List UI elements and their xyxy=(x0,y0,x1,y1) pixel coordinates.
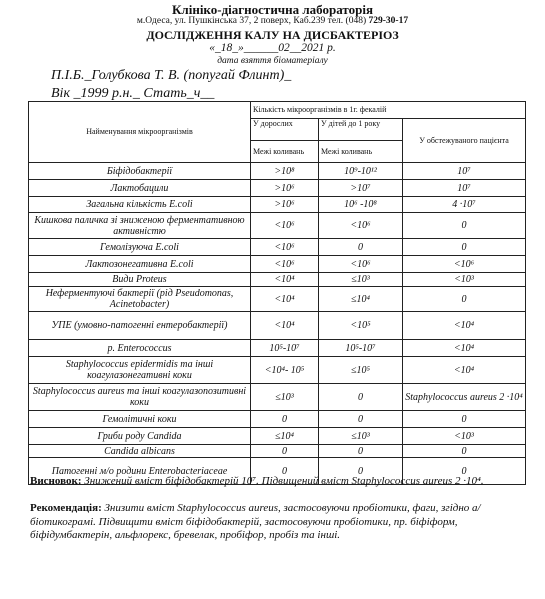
organism-name: Біфідобактерії xyxy=(29,163,251,180)
child-norm: ≤10³ xyxy=(319,273,403,287)
patient-result: 0 xyxy=(403,445,526,458)
patient-age-sex: Вік _1999 р.н._ Стать_ч__ xyxy=(51,86,215,101)
table-row xyxy=(29,256,526,273)
adult-norm: <10⁴- 10⁵ xyxy=(251,357,319,384)
header-adults-limits: Межі коливань xyxy=(251,141,319,163)
child-norm: 0 xyxy=(319,384,403,411)
header-patient: У обстежуваного пацієнта xyxy=(403,119,526,163)
adult-norm: >10⁶ xyxy=(251,197,319,213)
organism-name: Кишкова паличка зі зниженою ферментативною активністю xyxy=(29,213,251,239)
conclusion-text: Знижений вміст біфідобактерій 10⁷. Підвищений вміст Staphylococcus aureus 2 ·10⁴. xyxy=(84,475,484,487)
header-children: У дітей до 1 року xyxy=(319,119,403,141)
adult-norm: <10⁴ xyxy=(251,273,319,287)
organism-name: Гриби роду Candida xyxy=(29,428,251,445)
child-norm: 0 xyxy=(319,239,403,256)
address-text: м.Одеса, ул. Пушкінська 37, 2 поверх, Каб.239 тел. (048) xyxy=(136,16,367,26)
child-norm: <10⁵ xyxy=(319,312,403,340)
patient-result: <10⁴ xyxy=(403,340,526,357)
table-row xyxy=(29,312,526,340)
patient-name: П.І.Б._Голубкова Т. В. (попугай Флинт)_ xyxy=(51,68,292,83)
table-row xyxy=(29,180,526,197)
adult-norm: <10⁶ xyxy=(251,239,319,256)
organism-name: Види Proteus xyxy=(29,273,251,287)
patient-result: 0 xyxy=(403,458,526,485)
conclusion xyxy=(30,475,530,489)
child-norm: ≤10⁵ xyxy=(319,357,403,384)
conclusion-label: Висновок: xyxy=(30,475,82,487)
table-row xyxy=(29,411,526,428)
adult-norm: 0 xyxy=(251,445,319,458)
lab-address xyxy=(0,16,545,26)
results-table xyxy=(28,101,526,485)
organism-name: Лактобацили xyxy=(29,180,251,197)
header-count-group: Кількість мікроорганізмів в 1г. фекалій xyxy=(251,102,526,119)
patient-result: <10⁶ xyxy=(403,256,526,273)
child-norm: 10⁶ -10⁸ xyxy=(319,197,403,213)
sample-date: «_18_»______02__2021 р. xyxy=(209,42,336,54)
organism-name: Патогенні м/о родини Enterobacteriaceae xyxy=(29,458,251,485)
adult-norm: 0 xyxy=(251,458,319,485)
table-row xyxy=(29,213,526,239)
child-norm: 0 xyxy=(319,445,403,458)
organism-name: Staphylococcus epidermidis та інші коагулазонегативні коки xyxy=(29,357,251,384)
patient-result: 0 xyxy=(403,411,526,428)
adult-norm: ≤10³ xyxy=(251,384,319,411)
recommendation-text: Знизити вміст Staphylococcus aureus, застосовуючи пробіотики, фаги, згідно а/біотикограмі. Підвищити вміст біфідобактерій, застосовуючи пробіотики, пр. біфіформ, біфідумбактерін, альфлорекс, бревелак, пробіфор, пробіз та інші. xyxy=(30,502,481,541)
child-norm: <10⁶ xyxy=(319,256,403,273)
adult-norm: >10⁶ xyxy=(251,180,319,197)
patient-result: 0 xyxy=(403,213,526,239)
patient-result: <10⁴ xyxy=(403,357,526,384)
table-row xyxy=(29,273,526,287)
child-norm: ≤10³ xyxy=(319,428,403,445)
adult-norm: <10⁴ xyxy=(251,312,319,340)
patient-result: <10³ xyxy=(403,428,526,445)
patient-result: 4 ·10⁷ xyxy=(403,197,526,213)
document-title: ДОСЛІДЖЕННЯ КАЛУ НА ДИСБАКТЕРІОЗ xyxy=(146,28,399,42)
patient-result: Staphylococcus aureus 2 ·10⁴ xyxy=(403,384,526,411)
organism-name: Лактозонегативна E.coli xyxy=(29,256,251,273)
lab-name: Клініко-діагностична лабораторія xyxy=(172,2,373,17)
table-row xyxy=(29,384,526,411)
header-children-limits: Межі коливань xyxy=(319,141,403,163)
child-norm: 0 xyxy=(319,458,403,485)
patient-result: 0 xyxy=(403,239,526,256)
adult-norm: 0 xyxy=(251,411,319,428)
patient-result: 10⁷ xyxy=(403,180,526,197)
patient-result: 10⁷ xyxy=(403,163,526,180)
child-norm: 10⁹-10¹² xyxy=(319,163,403,180)
organism-name: Загальна кількість E.coli xyxy=(29,197,251,213)
recommendation xyxy=(30,502,530,543)
organism-name: Неферментуючі бактерії (рід Pseudomonas, Acinetobacter) xyxy=(29,287,251,312)
table-row xyxy=(29,357,526,384)
child-norm: ≤10⁴ xyxy=(319,287,403,312)
patient-result: 0 xyxy=(403,287,526,312)
header-adults: У дорослих xyxy=(251,119,319,141)
patient-result: <10⁴ xyxy=(403,312,526,340)
adult-norm: <10⁶ xyxy=(251,256,319,273)
table-row xyxy=(29,340,526,357)
child-norm: >10⁷ xyxy=(319,180,403,197)
patient-result: <10³ xyxy=(403,273,526,287)
header-organism-name: Найменування мікроорганізмів xyxy=(29,102,251,163)
organism-name: Гемолітичні коки xyxy=(29,411,251,428)
table-row xyxy=(29,239,526,256)
adult-norm: 10⁵-10⁷ xyxy=(251,340,319,357)
recommendation-label: Рекомендація: xyxy=(30,502,102,514)
organism-name: Staphylococcus aureus та інші коагулазопозитивні коки xyxy=(29,384,251,411)
organism-name: УПЕ (умовно-патогенні ентеробактерії) xyxy=(29,312,251,340)
child-norm: 10⁵-10⁷ xyxy=(319,340,403,357)
table-row xyxy=(29,428,526,445)
organism-name: Candida albicans xyxy=(29,445,251,458)
organism-name: р. Enterococcus xyxy=(29,340,251,357)
sample-date-caption: дата взяття біоматеріалу xyxy=(217,56,328,66)
child-norm: 0 xyxy=(319,411,403,428)
organism-name: Гемолізуюча E.coli xyxy=(29,239,251,256)
adult-norm: >10⁸ xyxy=(251,163,319,180)
child-norm: <10⁶ xyxy=(319,213,403,239)
adult-norm: <10⁶ xyxy=(251,213,319,239)
table-row xyxy=(29,197,526,213)
adult-norm: <10⁴ xyxy=(251,287,319,312)
table-row xyxy=(29,445,526,458)
table-row xyxy=(29,287,526,312)
phone-number: 729-30-17 xyxy=(368,16,409,26)
table-row xyxy=(29,163,526,180)
adult-norm: ≤10⁴ xyxy=(251,428,319,445)
